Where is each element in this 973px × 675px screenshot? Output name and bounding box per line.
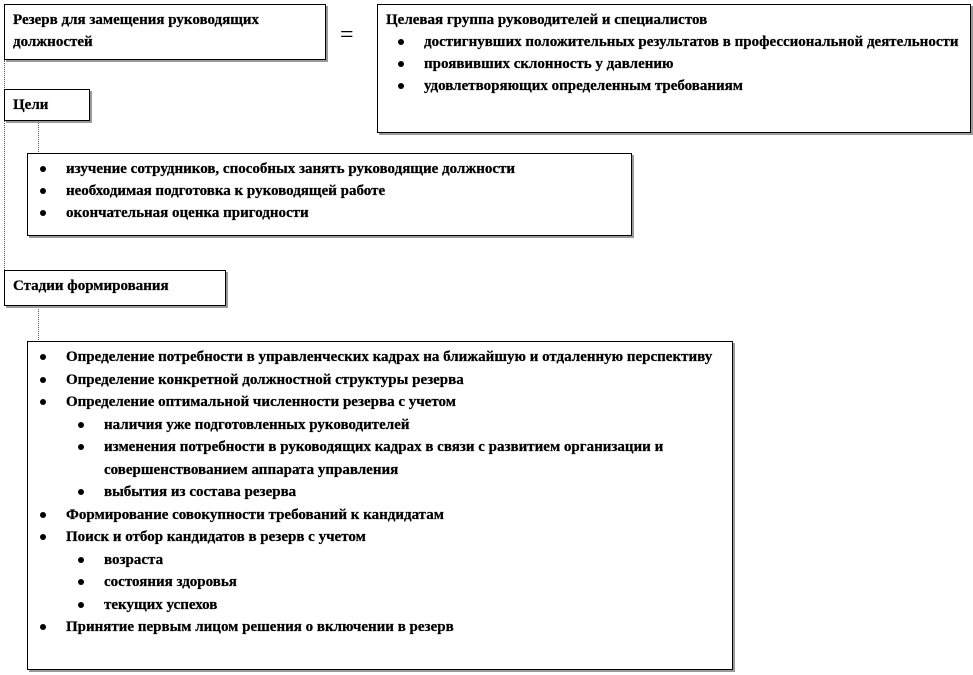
stages-label: Стадии формирования xyxy=(13,278,169,294)
stage-subitem: возраста xyxy=(28,549,726,572)
equals-sign: = xyxy=(340,22,354,48)
connector-line xyxy=(38,120,39,154)
goal-item: изучение сотрудников, способных занять руководящие должности xyxy=(28,158,631,180)
goals-list-box xyxy=(27,153,632,236)
reserve-label: Резерв для замещения руководящих должностей xyxy=(13,12,260,50)
stage-item: Поиск и отбор кандидатов в резерв с учетом xyxy=(28,526,726,549)
target-group-item: достигнувших положительных результатов в профессиональной деятельности xyxy=(386,31,962,53)
stage-subitem: наличия уже подготовленных руководителей xyxy=(28,414,726,437)
target-group-item: проявивших склонность у давлению xyxy=(386,53,962,75)
stage-item: Формирование совокупности требований к кандидатам xyxy=(28,504,726,527)
goals-list xyxy=(28,158,631,224)
stages-list xyxy=(28,346,726,639)
stages-list-box xyxy=(27,341,733,670)
target-group-title: Целевая группа руководителей и специалистов xyxy=(386,12,708,28)
target-group-box xyxy=(377,4,971,133)
target-group-list xyxy=(386,31,962,97)
stage-subitem: состояния здоровья xyxy=(28,571,726,594)
reserve-box xyxy=(4,4,326,60)
goal-item: окончательная оценка пригодности xyxy=(28,202,631,224)
stage-item: Определение конкретной должностной структуры резерва xyxy=(28,369,726,392)
target-group-item: удовлетворяющих определенным требованиям xyxy=(386,75,962,97)
stage-item: Принятие первым лицом решения о включении в резерв xyxy=(28,616,726,639)
stage-subitem: выбытия из состава резерва xyxy=(28,481,726,504)
stage-item: Определение оптимальной численности резерва с учетом xyxy=(28,391,726,414)
goals-label: Цели xyxy=(13,97,49,113)
goals-label-box xyxy=(4,89,90,121)
stage-subitem: текущих успехов xyxy=(28,594,726,617)
stage-subitem: изменения потребности в руководящих кадрах в связи с развитием организации и совершенствованием аппарата управления xyxy=(28,436,726,481)
goal-item: необходимая подготовка к руководящей работе xyxy=(28,180,631,202)
stage-item: Определение потребности в управленческих кадрах на ближайшую и отдаленную перспективу xyxy=(28,346,726,369)
stages-label-box xyxy=(4,270,226,306)
connector-line xyxy=(38,306,39,342)
